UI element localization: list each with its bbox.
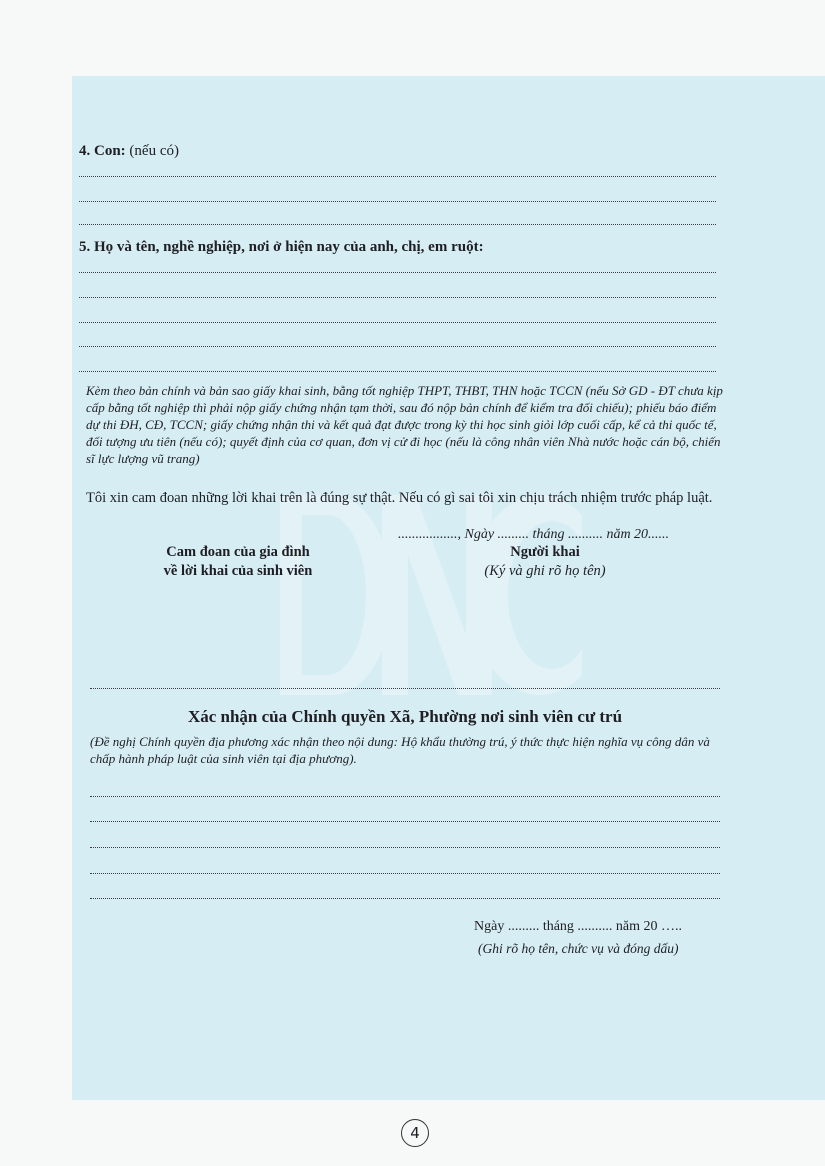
confirmation-title: Xác nhận của Chính quyền Xã, Phường nơi sinh viên cư trú [187,707,623,726]
attachment-note: Kèm theo bản chính và bản sao giấy khai sinh, bằng tốt nghiệp THPT, THBT, THN hoặc TCCN (nếu Sở GD - ĐT chưa kịp cấp bằng tốt nghiệp thì phải nộp giấy chứng nhận tạm thời, sau đó nộp bản chính để kiểm tra đối chiếu); phiếu báo điểm dự thi ĐH, CĐ, TCCN; giấy chứng nhận thi và kết quả đạt được trong kỳ thi học sinh giỏi lớp cuối cấp, kể cả thi quốc tế, đối tượng ưu tiên (nếu có); quyết định của cơ quan, đơn vị cử đi học (nếu là công nhân viên Nhà nước hoặc cán bộ, chiến sĩ lực lượng vũ trang) [86,383,723,466]
declarant-title: Người khai [510,544,580,560]
section-4-line-1[interactable] [79,176,716,177]
section-5-title: 5. Họ và tên, nghề nghiệp, nơi ở hiện nay của anh, chị, em ruột: [79,239,484,255]
section-4-note: (nếu có) [129,143,179,159]
confirmation-date-line: Ngày ......... tháng .......... năm 20 ….. [474,919,683,934]
confirmation-line-2[interactable] [90,821,720,822]
confirmation-line-1[interactable] [90,796,720,797]
section-4-line-2[interactable] [79,201,716,202]
declaration-text: Tôi xin cam đoan những lời khai trên là đúng sự thật. Nếu có gì sai tôi xin chịu trách nhiệm trước pháp luật. [86,490,713,506]
declarant-signature-note: (Ký và ghi rõ họ tên) [484,563,606,579]
section-5-line-5[interactable] [79,371,716,372]
family-commitment [118,543,358,581]
page-number: 4 [401,1119,429,1147]
section-5-line-2[interactable] [79,297,716,298]
separator-line [90,688,720,689]
confirmation-line-4[interactable] [90,873,720,874]
confirmation-line-5[interactable] [90,898,720,899]
section-5-line-4[interactable] [79,346,716,347]
section-4-title: 4. Con: [79,143,126,159]
section-5-line-1[interactable] [79,272,716,273]
section-5-line-3[interactable] [79,322,716,323]
declarant-block [450,543,640,581]
family-commitment-line-2: về lời khai của sinh viên [163,563,313,579]
confirmation-note: (Đề nghị Chính quyền địa phương xác nhận theo nội dung: Hộ khẩu thường trú, ý thức thực hiện nghĩa vụ công dân và chấp hành pháp luật của sinh viên tại địa phương). [90,734,710,766]
confirmation-sign-note: (Ghi rõ họ tên, chức vụ và đóng dấu) [478,941,679,956]
section-4-heading [79,143,179,160]
declaration-date-line: ................., Ngày ......... tháng .......... năm 20...... [398,527,670,542]
section-4-line-3[interactable] [79,224,716,225]
dnc-watermark-logo [262,475,590,715]
family-commitment-line-1: Cam đoan của gia đình [166,544,310,560]
confirmation-line-3[interactable] [90,847,720,848]
